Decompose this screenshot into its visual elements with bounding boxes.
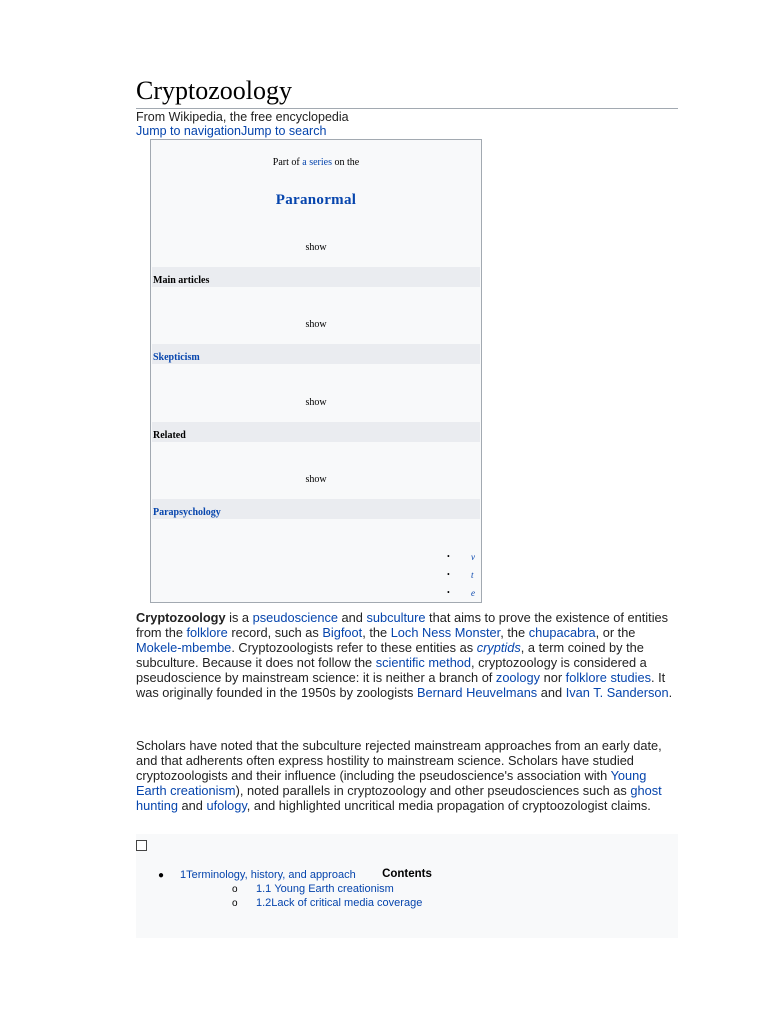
text: ), noted parallels in cryptozoology and other pseudosciences such as (235, 783, 631, 798)
loch-ness-monster-link[interactable]: Loch Ness Monster (390, 625, 501, 640)
text: and (537, 685, 566, 700)
series-link[interactable]: a series (302, 157, 332, 168)
text: record, such as (227, 625, 323, 640)
scientific-method-link[interactable]: scientific method (375, 655, 472, 670)
text: . (668, 685, 673, 700)
bullet-icon: ● (158, 870, 165, 881)
paranormal-sidebar-box (150, 139, 482, 603)
jump-links (136, 124, 326, 138)
toc-number[interactable]: 1.1 (256, 883, 272, 895)
toc-link[interactable]: Terminology, history, and approach (186, 869, 356, 881)
bullet-icon: • (447, 552, 450, 561)
intro-paragraph-1 (136, 610, 680, 700)
series-heading[interactable]: Paranormal (275, 192, 357, 208)
cryptids-link[interactable]: cryptids (476, 640, 521, 655)
navbar-view-link[interactable]: v (471, 552, 475, 562)
table-of-contents (136, 834, 678, 938)
show-toggle-main-articles[interactable]: show (305, 242, 327, 253)
bullet-icon: • (447, 588, 450, 597)
mokele-mbembe-link[interactable]: Mokele-mbembe (136, 640, 232, 655)
toc-title: Contents (382, 868, 432, 880)
text: and (337, 610, 367, 625)
text: is a (225, 610, 253, 625)
section-main-articles[interactable]: Main articles (152, 267, 480, 287)
navbar-edit-link[interactable]: e (471, 588, 475, 598)
toc-link[interactable]: Lack of critical media coverage (271, 897, 423, 909)
young-earth-creationism-link[interactable]: Young Earth creationism (136, 768, 647, 798)
text: , a term coined by the subculture. Because it does not follow the (136, 640, 644, 670)
bullet-icon: • (447, 570, 450, 579)
site-tagline: From Wikipedia, the free encyclopedia (136, 110, 349, 124)
ghost-hunting-link[interactable]: ghost hunting (136, 783, 662, 813)
section-skepticism[interactable]: Skepticism (152, 344, 480, 364)
show-toggle-related[interactable]: show (305, 397, 327, 408)
text: , or the (595, 625, 636, 640)
zoology-link[interactable]: zoology (495, 670, 541, 685)
show-toggle-skepticism[interactable]: show (305, 319, 327, 330)
jump-to-navigation-link[interactable]: Jump to navigation (136, 124, 241, 138)
article-subject: Cryptozoology (136, 610, 226, 625)
toc-number[interactable]: 1 (180, 869, 187, 881)
text: , cryptozoology is considered a pseudoscience by mainstream science: it is neither a branch of (136, 655, 647, 685)
bernard-heuvelmans-link[interactable]: Bernard Heuvelmans (417, 685, 538, 700)
series-prefix: Part of (272, 157, 303, 168)
toc-item-1[interactable] (180, 869, 356, 881)
toc-item-1-1[interactable] (256, 883, 394, 895)
show-toggle-parapsychology[interactable]: show (305, 474, 327, 485)
text: that aims to prove the existence of entities from the (136, 610, 669, 640)
navbar-talk-link[interactable]: t (471, 570, 474, 580)
section-related[interactable]: Related (152, 422, 480, 442)
bullet-icon: o (232, 884, 238, 895)
folklore-studies-link[interactable]: folklore studies (565, 670, 651, 685)
jump-to-search-link[interactable]: Jump to search (240, 124, 327, 138)
bullet-icon: o (232, 898, 238, 909)
toc-number[interactable]: 1.2 (256, 897, 272, 909)
ivan-sanderson-link[interactable]: Ivan T. Sanderson (565, 685, 669, 700)
subculture-link[interactable]: subculture (366, 610, 426, 625)
intro-paragraph-2 (136, 738, 680, 813)
text: . It was originally founded in the 1950s by zoologists (136, 670, 666, 700)
text: Scholars have noted that the subculture rejected mainstream approaches from an early date, and that adherents often express hostility to mainstream science. Scholars have studied cryptozoologists and their influence (including the pseudoscience's association with (136, 738, 662, 783)
ufology-link[interactable]: ufology (206, 798, 247, 813)
pseudoscience-link[interactable]: pseudoscience (252, 610, 338, 625)
text: , the (362, 625, 391, 640)
text: . Cryptozoologists refer to these entities as (231, 640, 477, 655)
section-parapsychology[interactable]: Parapsychology (152, 499, 480, 519)
bigfoot-link[interactable]: Bigfoot (322, 625, 363, 640)
page-title: Cryptozoology (136, 76, 678, 109)
series-suffix: on the (331, 157, 360, 168)
text: nor (540, 670, 566, 685)
chupacabra-link[interactable]: chupacabra (528, 625, 596, 640)
folklore-link[interactable]: folklore (186, 625, 228, 640)
toc-item-1-2[interactable] (256, 897, 422, 909)
text: , the (500, 625, 529, 640)
toc-link[interactable]: Young Earth creationism (274, 883, 394, 895)
text: , and highlighted uncritical media propagation of cryptoozologist claims. (246, 798, 651, 813)
text: and (177, 798, 207, 813)
series-caption (151, 157, 481, 168)
toc-toggle-checkbox[interactable] (136, 840, 147, 851)
